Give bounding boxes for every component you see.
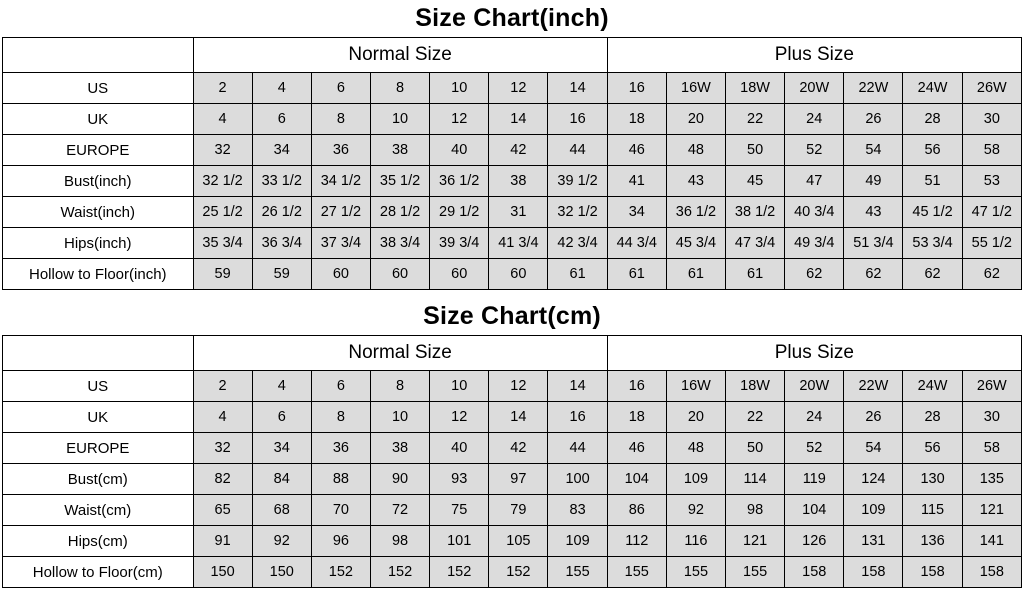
cell: 26W [962,371,1021,402]
cell: 8 [370,73,429,104]
cell: 158 [903,557,962,588]
cell: 135 [962,464,1021,495]
cell: 124 [844,464,903,495]
cell: 40 [430,135,489,166]
cell: 30 [962,104,1021,135]
cell: 51 [903,166,962,197]
cell: 92 [666,495,725,526]
cell: 28 [903,104,962,135]
cell: 26 [844,402,903,433]
cell: 22W [844,73,903,104]
cell: 61 [548,259,607,290]
cell: 8 [370,371,429,402]
cell: 32 [193,433,252,464]
cell: 36 [311,135,370,166]
cell: 60 [311,259,370,290]
cell: 96 [311,526,370,557]
cell: 24W [903,73,962,104]
cell: 54 [844,433,903,464]
cell: 45 [726,166,785,197]
cell: 47 1/2 [962,197,1021,228]
cell: 42 [489,433,548,464]
cell: 6 [311,371,370,402]
cell: 24 [785,104,844,135]
cell: 38 [370,135,429,166]
row-label: Hips(cm) [3,526,194,557]
cell: 4 [252,371,311,402]
cell: 68 [252,495,311,526]
cell: 158 [962,557,1021,588]
cell: 119 [785,464,844,495]
cell: 47 [785,166,844,197]
cell: 32 [193,135,252,166]
cell: 39 3/4 [430,228,489,259]
cell: 155 [607,557,666,588]
cell: 93 [430,464,489,495]
table-row-groups [3,336,1022,371]
table-row [3,371,1022,402]
cell: 6 [252,104,311,135]
cell: 42 3/4 [548,228,607,259]
cell: 62 [962,259,1021,290]
cell: 100 [548,464,607,495]
cell: 44 3/4 [607,228,666,259]
cell: 49 3/4 [785,228,844,259]
cell: 49 [844,166,903,197]
cell: 14 [489,402,548,433]
cell: 109 [844,495,903,526]
cell: 16 [548,402,607,433]
cell: 112 [607,526,666,557]
cell: 44 [548,135,607,166]
cell: 26 1/2 [252,197,311,228]
row-label: UK [3,104,194,135]
cell: 53 [962,166,1021,197]
cell: 155 [726,557,785,588]
cell: 61 [607,259,666,290]
row-label: Bust(cm) [3,464,194,495]
cell: 38 1/2 [726,197,785,228]
cell: 10 [430,73,489,104]
cell: 62 [785,259,844,290]
cell: 16W [666,371,725,402]
cell: 105 [489,526,548,557]
cell: 40 [430,433,489,464]
cell: 121 [962,495,1021,526]
cell: 41 [607,166,666,197]
cell: 38 [489,166,548,197]
row-label: Waist(inch) [3,197,194,228]
group-header-plus: Plus Size [607,38,1021,73]
cell: 34 1/2 [311,166,370,197]
cell: 62 [844,259,903,290]
cell: 4 [193,104,252,135]
cell: 116 [666,526,725,557]
cell: 47 3/4 [726,228,785,259]
cell: 43 [666,166,725,197]
cell: 2 [193,73,252,104]
table-row [3,228,1022,259]
size-chart-inch-block [0,0,1024,290]
cell: 36 1/2 [430,166,489,197]
page-title-inch: Size Chart(inch) [415,4,609,32]
table-row [3,259,1022,290]
cell: 60 [489,259,548,290]
cell: 38 [370,433,429,464]
table-row [3,433,1022,464]
group-header-normal: Normal Size [193,38,607,73]
cell: 46 [607,433,666,464]
cell: 158 [785,557,844,588]
cell: 61 [726,259,785,290]
cell: 45 1/2 [903,197,962,228]
cell: 2 [193,371,252,402]
row-label: Bust(inch) [3,166,194,197]
cell: 141 [962,526,1021,557]
cell: 98 [370,526,429,557]
cell: 60 [430,259,489,290]
cell: 52 [785,135,844,166]
cell: 40 3/4 [785,197,844,228]
cell: 32 1/2 [548,197,607,228]
cell: 24W [903,371,962,402]
cell: 155 [548,557,607,588]
cell: 12 [489,73,548,104]
cell: 150 [252,557,311,588]
cell: 27 1/2 [311,197,370,228]
cell: 41 3/4 [489,228,548,259]
row-label: UK [3,402,194,433]
cell: 16W [666,73,725,104]
cell: 18 [607,402,666,433]
cell: 98 [726,495,785,526]
cell: 10 [430,371,489,402]
cell: 75 [430,495,489,526]
cell: 91 [193,526,252,557]
group-header-normal: Normal Size [193,336,607,371]
table-row [3,557,1022,588]
cell: 46 [607,135,666,166]
cell: 121 [726,526,785,557]
cell: 79 [489,495,548,526]
table-row [3,464,1022,495]
cell: 55 1/2 [962,228,1021,259]
cell: 36 3/4 [252,228,311,259]
table-row [3,135,1022,166]
cell: 43 [844,197,903,228]
cell: 45 3/4 [666,228,725,259]
section-divider [0,290,1024,298]
size-chart-cm-block [0,298,1024,588]
cell: 26W [962,73,1021,104]
corner-cell [3,336,194,371]
cell: 152 [489,557,548,588]
size-chart-cm-table [2,335,1022,588]
row-label: Hollow to Floor(cm) [3,557,194,588]
cell: 38 3/4 [370,228,429,259]
row-label: US [3,73,194,104]
cell: 16 [548,104,607,135]
cell: 8 [311,402,370,433]
cell: 33 1/2 [252,166,311,197]
table-row-groups [3,38,1022,73]
cell: 34 [252,135,311,166]
cell: 59 [193,259,252,290]
cell: 6 [252,402,311,433]
cell: 86 [607,495,666,526]
cell: 48 [666,135,725,166]
cell: 39 1/2 [548,166,607,197]
cell: 158 [844,557,903,588]
cell: 48 [666,433,725,464]
cell: 14 [489,104,548,135]
cell: 56 [903,433,962,464]
cell: 53 3/4 [903,228,962,259]
cell: 51 3/4 [844,228,903,259]
table-row [3,402,1022,433]
cell: 60 [370,259,429,290]
cell: 31 [489,197,548,228]
cell: 22W [844,371,903,402]
table-row [3,197,1022,228]
table-row [3,73,1022,104]
cell: 104 [607,464,666,495]
cell: 8 [311,104,370,135]
row-label: Hollow to Floor(inch) [3,259,194,290]
row-label: EUROPE [3,135,194,166]
cell: 44 [548,433,607,464]
table-row [3,104,1022,135]
cell: 50 [726,135,785,166]
cell: 56 [903,135,962,166]
cell: 25 1/2 [193,197,252,228]
cell: 29 1/2 [430,197,489,228]
cell: 97 [489,464,548,495]
cell: 20 [666,402,725,433]
cell: 155 [666,557,725,588]
cell: 109 [548,526,607,557]
page-title-cm: Size Chart(cm) [423,302,601,330]
size-chart-inch-table [2,37,1022,290]
cell: 58 [962,433,1021,464]
table-row [3,495,1022,526]
group-header-plus: Plus Size [607,336,1021,371]
cell: 62 [903,259,962,290]
cell: 72 [370,495,429,526]
cell: 12 [430,402,489,433]
cell: 152 [311,557,370,588]
cell: 58 [962,135,1021,166]
cell: 52 [785,433,844,464]
cell: 28 [903,402,962,433]
cell: 83 [548,495,607,526]
cell: 104 [785,495,844,526]
cell: 4 [193,402,252,433]
cell: 34 [252,433,311,464]
cell: 20 [666,104,725,135]
cell: 20W [785,73,844,104]
cell: 26 [844,104,903,135]
cell: 109 [666,464,725,495]
cell: 6 [311,73,370,104]
cell: 92 [252,526,311,557]
cell: 114 [726,464,785,495]
table-row [3,166,1022,197]
cell: 65 [193,495,252,526]
cell: 22 [726,402,785,433]
cell: 50 [726,433,785,464]
cell: 34 [607,197,666,228]
cell: 18W [726,371,785,402]
cell: 130 [903,464,962,495]
cell: 14 [548,371,607,402]
cell: 14 [548,73,607,104]
cell: 115 [903,495,962,526]
cell: 59 [252,259,311,290]
cell: 54 [844,135,903,166]
corner-cell [3,38,194,73]
cell: 90 [370,464,429,495]
cell: 82 [193,464,252,495]
cell: 35 1/2 [370,166,429,197]
cell: 36 1/2 [666,197,725,228]
row-label: Hips(inch) [3,228,194,259]
cell: 32 1/2 [193,166,252,197]
cell: 70 [311,495,370,526]
cell: 61 [666,259,725,290]
cell: 136 [903,526,962,557]
cell: 12 [489,371,548,402]
cell: 131 [844,526,903,557]
cell: 28 1/2 [370,197,429,228]
cell: 126 [785,526,844,557]
cell: 18W [726,73,785,104]
cell: 30 [962,402,1021,433]
cell: 16 [607,371,666,402]
cell: 37 3/4 [311,228,370,259]
cell: 10 [370,104,429,135]
cell: 16 [607,73,666,104]
cell: 150 [193,557,252,588]
cell: 12 [430,104,489,135]
cell: 4 [252,73,311,104]
cell: 84 [252,464,311,495]
cell: 36 [311,433,370,464]
cell: 88 [311,464,370,495]
table-row [3,526,1022,557]
row-label: EUROPE [3,433,194,464]
cell: 24 [785,402,844,433]
cell: 22 [726,104,785,135]
row-label: Waist(cm) [3,495,194,526]
cell: 18 [607,104,666,135]
cell: 101 [430,526,489,557]
cell: 35 3/4 [193,228,252,259]
cell: 152 [430,557,489,588]
row-label: US [3,371,194,402]
cell: 42 [489,135,548,166]
cell: 10 [370,402,429,433]
cell: 20W [785,371,844,402]
cell: 152 [370,557,429,588]
